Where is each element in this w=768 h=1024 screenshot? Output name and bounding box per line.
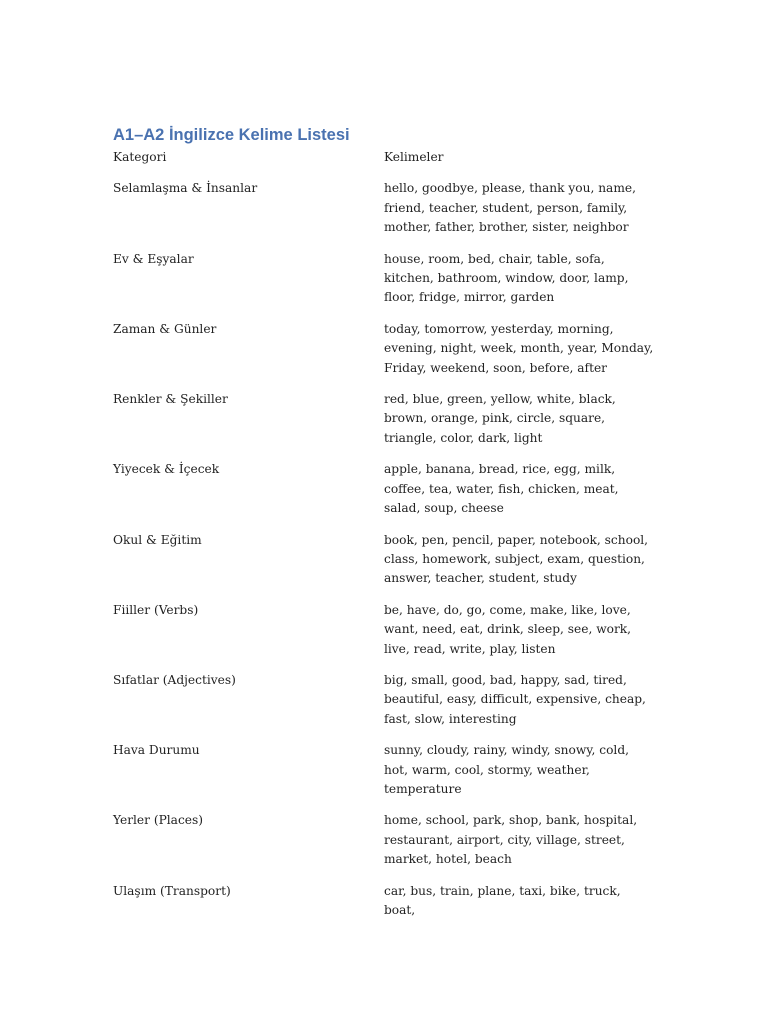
header-words: Kelimeler (384, 150, 444, 164)
category-cell: Selamlaşma & İnsanlar (113, 181, 258, 196)
words-cell: hello, goodbye, please, thank you, name, friend, teacher, student, person, family, mother, father, brother, sister, neighbor (384, 181, 636, 235)
words-cell: be, have, do, go, come, make, like, love, want, need, eat, drink, sleep, see, work, live, read, write, play, listen (384, 602, 632, 656)
table-row (113, 671, 673, 729)
words-cell: big, small, good, bad, happy, sad, tired, beautiful, easy, difficult, expensive, cheap, fast, slow, interesting (384, 672, 646, 726)
document-title: A1–A2 İngilizce Kelime Listesi (113, 126, 350, 144)
vocabulary-table (113, 148, 673, 932)
category-cell: Yiyecek & İçecek (113, 462, 220, 477)
category-cell: Yerler (Places) (113, 813, 204, 828)
words-cell: today, tomorrow, yesterday, morning, evening, night, week, month, year, Monday, Friday, weekend, soon, before, after (384, 321, 654, 375)
category-cell: Ulaşım (Transport) (113, 883, 231, 898)
words-cell: red, blue, green, yellow, white, black, brown, orange, pink, circle, square, triangle, color, dark, light (384, 392, 616, 445)
table-row (113, 390, 673, 448)
words-cell: house, room, bed, chair, table, sofa, kitchen, bathroom, window, door, lamp, floor, fridge, mirror, garden (384, 251, 629, 305)
table-row (113, 531, 673, 589)
category-cell: Ev & Eşyalar (113, 251, 194, 266)
table-row (113, 179, 673, 237)
table-row (113, 741, 673, 799)
words-cell: car, bus, train, plane, taxi, bike, truck, boat, (384, 883, 621, 917)
category-cell: Okul & Eğitim (113, 532, 202, 547)
words-cell: book, pen, pencil, paper, notebook, school, class, homework, subject, exam, question, answer, teacher, student, study (384, 532, 649, 586)
header-category: Kategori (113, 150, 167, 164)
table-row (113, 601, 673, 659)
table-header-row (113, 148, 673, 167)
words-cell: sunny, cloudy, rainy, windy, snowy, cold, hot, warm, cool, stormy, weather, temperature (384, 743, 630, 796)
table-row (113, 460, 673, 518)
category-cell: Zaman & Günler (113, 321, 217, 336)
table-row (113, 320, 673, 378)
table-row (113, 250, 673, 308)
category-cell: Fiiller (Verbs) (113, 602, 199, 617)
category-cell: Renkler & Şekiller (113, 392, 228, 407)
table-row (113, 882, 673, 921)
category-cell: Sıfatlar (Adjectives) (113, 672, 236, 687)
table-row (113, 811, 673, 869)
words-cell: apple, banana, bread, rice, egg, milk, coffee, tea, water, fish, chicken, meat, salad, soup, cheese (384, 462, 619, 516)
words-cell: home, school, park, shop, bank, hospital, restaurant, airport, city, village, street, market, hotel, beach (384, 813, 638, 867)
category-cell: Hava Durumu (113, 743, 200, 758)
